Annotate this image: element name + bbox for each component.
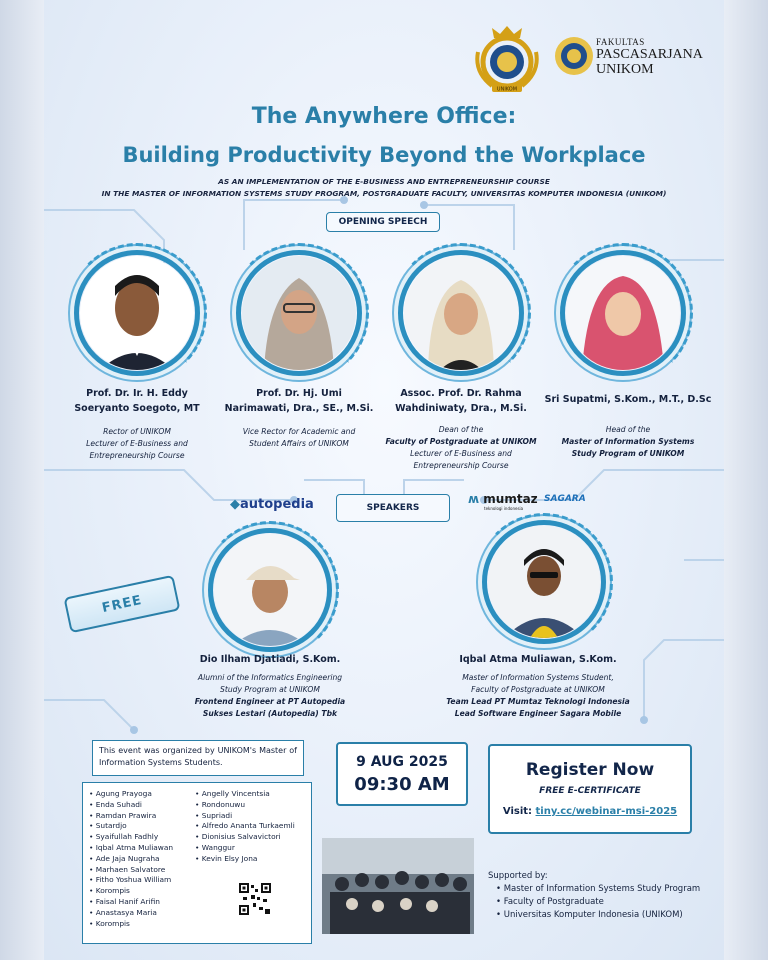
mumtaz-logo <box>468 492 538 511</box>
certificate-label: FREE E-CERTIFICATE <box>539 786 641 796</box>
opener-2-name <box>216 386 382 416</box>
speaker-photo-2 <box>242 256 356 370</box>
subtitle-line-2: IN THE MASTER OF INFORMATION SYSTEMS STUDY PROGRAM, POSTGRADUATE FACULTY, UNIVERSITAS KOMPUTER INDONESIA (UNIKOM) <box>101 189 667 198</box>
sagara-logo: SAGARA <box>544 494 586 504</box>
opener-4-name-line-1: Sri Supatmi, S.Kom., M.T., D.Sc <box>544 394 712 405</box>
opener-3-role-line-3: Lecturer of E-Business and <box>410 449 512 458</box>
committee-member: • Sutardjo <box>89 821 189 832</box>
speaker-photo-4 <box>566 256 680 370</box>
register-box[interactable] <box>488 744 692 834</box>
opener-4-role-bold-1: Master of Information Systems <box>561 437 695 446</box>
autopedia-logo <box>230 497 314 512</box>
faculty-university: UNIKOM <box>596 62 654 77</box>
title-line-2: Building Productivity Beyond the Workplace <box>122 143 646 167</box>
organized-by-note: This event was organized by UNIKOM's Master of Information Systems Students. <box>92 740 304 776</box>
event-date: 9 AUG 2025 <box>356 754 448 770</box>
opener-3-role-line-4: Entrepreneurship Course <box>413 461 509 470</box>
opener-2-role <box>216 426 382 450</box>
opener-3-name <box>378 386 544 416</box>
opener-3-role-bold: Faculty of Postgraduate at UNIKOM <box>385 437 537 446</box>
speaker-1-role-line-4 <box>164 708 376 720</box>
committee-member: • Ramdan Prawira <box>89 811 189 822</box>
committee-member: • Faisal Hanif Arifin <box>89 897 189 908</box>
unikom-crest-logo <box>472 22 542 94</box>
speaker-1-role-line-2: Study Program at UNIKOM <box>220 685 320 694</box>
opener-2-role-line-2: Student Affairs of UNIKOM <box>249 439 349 448</box>
speakers-label: SPEAKERS <box>336 494 450 522</box>
speaker-1-role-bold-2: Sukses Lestari (Autopedia) Tbk <box>202 709 338 718</box>
opener-3-name-line-1: Assoc. Prof. Dr. Rahma <box>400 388 522 399</box>
committee-member: • Supriadi <box>195 811 309 822</box>
committee-member: • Kevin Elsy Jona <box>195 854 309 865</box>
opener-1-name-line-2: Soeryanto Soegoto, MT <box>74 403 200 414</box>
committee-column-1 <box>89 789 189 929</box>
opener-3-role-line-2 <box>378 436 544 448</box>
committee-member: • Anastasya Maria <box>89 908 189 919</box>
speaker-1-name: Dio Ilham Djatiadi, S.Kom. <box>199 654 341 665</box>
autopedia-logo-text: autopedia <box>240 497 314 512</box>
opener-1-name <box>54 386 220 416</box>
opener-3-name-line-2: Wahdiniwaty, Dra., M.Si. <box>395 403 527 414</box>
supported-by-label: Supported by: <box>488 871 548 881</box>
supported-by-list <box>488 883 700 922</box>
opener-3-role <box>378 424 544 472</box>
faculty-logo-text <box>596 38 703 77</box>
speaker-photo-1 <box>80 256 194 370</box>
register-title[interactable]: Register Now <box>525 760 655 780</box>
opener-3-role-line-1: Dean of the <box>438 425 484 434</box>
autopedia-icon: ◆ <box>230 497 240 512</box>
opener-4-role <box>540 424 716 460</box>
speaker-1-role-line-1: Alumni of the Informatics Engineering <box>197 673 343 682</box>
supporter-item: • Faculty of Postgraduate <box>496 896 700 909</box>
speaker-2-role-line-1: Master of Information Systems Student, <box>462 673 614 682</box>
speaker-2-role <box>428 672 648 720</box>
opener-1-role-line-2: Lecturer of E-Business and <box>86 439 188 448</box>
committee-member: • Enda Suhadi <box>89 800 189 811</box>
faculty-name: PASCASARJANA <box>596 47 703 62</box>
opener-2-role-line-1: Vice Rector for Academic and <box>242 427 356 436</box>
speaker-2-name: Iqbal Atma Muliawan, S.Kom. <box>459 654 617 665</box>
committee-member: • Angelly Vincentsia <box>195 789 309 800</box>
webinar-poster <box>44 0 724 960</box>
committee-member: • Dionisius Salvavictori <box>195 832 309 843</box>
speaker-photo-iqbal <box>488 526 600 638</box>
committee-member: • Agung Prayoga <box>89 789 189 800</box>
opener-4-role-bold-2: Study Program of UNIKOM <box>571 449 685 458</box>
committee-member: • Syaifullah Fadhly <box>89 832 189 843</box>
crest-motto: UNIKOM <box>496 86 518 93</box>
subtitle-line-1: AS AN IMPLEMENTATION OF THE E-BUSINESS AND ENTREPRENEURSHIP COURSE <box>218 177 550 186</box>
opener-2-name-line-2: Narimawati, Dra., SE., M.Si. <box>224 403 374 414</box>
committee-member: • Alfredo Ananta Turkaemli <box>195 821 309 832</box>
free-badge: FREE <box>63 575 180 633</box>
committee-member: • Wanggur <box>195 843 309 854</box>
committee-list <box>82 782 312 944</box>
register-link-line <box>490 806 690 817</box>
opener-1-role-line-3: Entrepreneurship Course <box>89 451 185 460</box>
opener-4-name <box>540 392 716 407</box>
speaker-1-role-line-3 <box>164 696 376 708</box>
supported-by <box>488 870 700 922</box>
visit-label: Visit: <box>502 806 533 817</box>
faculty-label: FAKULTAS <box>596 37 645 47</box>
speaker-1-role-bold-1: Frontend Engineer at PT Autopedia <box>194 697 346 706</box>
speaker-photo-dio <box>214 534 326 646</box>
speaker-photo-3 <box>404 256 518 370</box>
opener-1-role-line-1: Rector of UNIKOM <box>103 427 171 436</box>
mumtaz-subtitle: teknologi indonesia <box>484 506 524 511</box>
committee-member: • Marhaen Salvatore <box>89 865 189 876</box>
opener-1-name-line-1: Prof. Dr. Ir. H. Eddy <box>86 388 188 399</box>
committee-member: • Rondonuwu <box>195 800 309 811</box>
faculty-seal-logo <box>554 36 594 76</box>
opener-1-role <box>54 426 220 462</box>
speaker-2-role-line-3 <box>428 696 648 708</box>
opener-4-role-line-3 <box>540 448 716 460</box>
committee-member: • Ade Jaja Nugraha <box>89 854 189 865</box>
supporter-item: • Master of Information Systems Study Program <box>496 883 700 896</box>
mumtaz-icon: ʍ <box>468 492 480 506</box>
opening-speech-label: OPENING SPEECH <box>326 212 440 232</box>
committee-member: • Korompis <box>89 886 189 897</box>
register-link[interactable]: tiny.cc/webinar-msi-2025 <box>535 806 678 817</box>
committee-member: • Korompis <box>89 919 189 930</box>
speaker-2-role-bold-1: Team Lead PT Mumtaz Teknologi Indonesia <box>446 697 630 706</box>
opener-2-name-line-1: Prof. Dr. Hj. Umi <box>256 388 342 399</box>
committee-column-2 <box>195 789 309 865</box>
committee-member: • Iqbal Atma Muliawan <box>89 843 189 854</box>
title-line-1: The Anywhere Office: <box>251 104 517 129</box>
qr-code-icon[interactable] <box>237 881 273 917</box>
speaker-2-role-line-4 <box>428 708 648 720</box>
speaker-1-role <box>164 672 376 720</box>
event-datetime <box>336 742 468 806</box>
committee-member: • Fitho Yoshua William <box>89 875 189 886</box>
speaker-2-role-bold-2: Lead Software Engineer Sagara Mobile <box>454 709 622 718</box>
group-photo <box>322 838 474 934</box>
supporter-item: • Universitas Komputer Indonesia (UNIKOM) <box>496 909 700 922</box>
opener-4-role-line-2 <box>540 436 716 448</box>
mumtaz-logo-text: mumtaz <box>483 492 538 506</box>
speaker-2-role-line-2: Faculty of Postgraduate at UNIKOM <box>471 685 605 694</box>
opener-4-role-line-1: Head of the <box>605 425 651 434</box>
event-time: 09:30 AM <box>354 774 450 795</box>
